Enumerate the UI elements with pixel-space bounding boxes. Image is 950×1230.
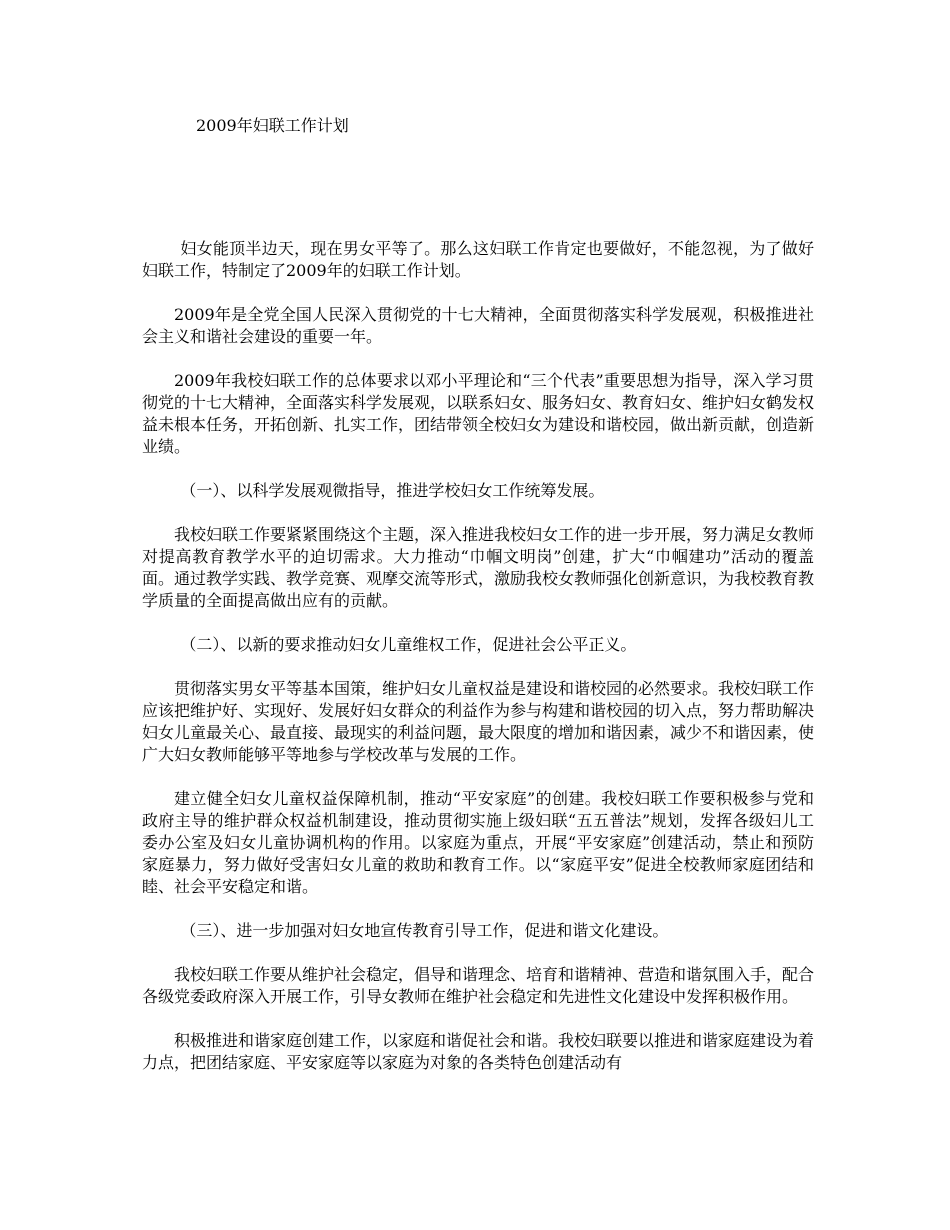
paragraph: 2009年我校妇联工作的总体要求以邓小平理论和“三个代表”重要思想为指导，深入学习贯彻党的十七大精神，全面落实科学发展观，以联系妇女、服务妇女、教育妇女、维护妇女鹤发权益未根本任务，开拓创新、扎实工作，团结带领全校妇女为建设和谐校园，做出新贡献，创造新业绩。 xyxy=(142,371,815,456)
document-title: 2009年妇联工作计划 xyxy=(196,116,349,135)
paragraph: 我校妇联工作要紧紧围绕这个主题，深入推进我校妇女工作的进一步开展，努力满足女教师对提高教育教学水平的迫切需求。大力推动“巾帼文明岗”创建，扩大“巾帼建功”活动的覆盖面。通过教学实践、教学竞赛、观摩交流等形式，激励我校女教师强化创新意识，为我校教育教学质量的全面提高做出应有的贡献。 xyxy=(142,525,815,610)
paragraph: 贯彻落实男女平等基本国策，维护妇女儿童权益是建设和谐校园的必然要求。我校妇联工作应该把维护好、实现好、发展好妇女群众的利益作为参与构建和谐校园的切入点，努力帮助解决妇女儿童最关心、最直接、最现实的利益问题，最大限度的增加和谐因素，减少不和谐因素，使广大妇女教师能够平等地参与学校改革与发展的工作。 xyxy=(142,679,815,764)
paragraph: 建立健全妇女儿童权益保障机制，推动“平安家庭”的创建。我校妇联工作要积极参与党和政府主导的维护群众权益机制建设，推动贯彻实施上级妇联“五五普法”规划，发挥各级妇儿工委办公室及妇女儿童协调机构的作用。以家庭为重点，开展“平安家庭”创建活动，禁止和预防家庭暴力，努力做好受害妇女儿童的救助和教育工作。以“家庭平安”促进全校教师家庭团结和睦、社会平安稳定和谐。 xyxy=(142,789,814,896)
document-body xyxy=(142,238,814,1096)
section-heading: （三）、进一步加强对妇女地宣传教育引导工作，促进和谐文化建设。 xyxy=(180,921,669,940)
paragraph: 我校妇联工作要从维护社会稳定，倡导和谐理念、培育和谐精神、营造和谐氛围入手，配合各级党委政府深入开展工作，引导女教师在维护社会稳定和先进性文化建设中发挥积极作用。 xyxy=(142,965,815,1006)
section-heading: （二）、以新的要求推动妇女儿童维权工作，促进社会公平正义。 xyxy=(180,635,637,654)
paragraph: 积极推进和谐家庭创建工作，以家庭和谐促社会和谐。我校妇联要以推进和谐家庭建设为着力点，把团结家庭、平安家庭等以家庭为对象的各类特色创建活动有 xyxy=(142,1031,815,1072)
section-heading: （一）、以科学发展观微指导，推进学校妇女工作统筹发展。 xyxy=(180,481,605,500)
paragraph-intro: 妇女能顶半边天，现在男女平等了。那么这妇联工作肯定也要做好，不能忽视，为了做好妇联工作，特制定了2009年的妇联工作计划。 xyxy=(142,239,814,280)
paragraph: 2009年是全党全国人民深入贯彻党的十七大精神，全面贯彻落实科学发展观，积极推进社会主义和谐社会建设的重要一年。 xyxy=(142,305,814,346)
